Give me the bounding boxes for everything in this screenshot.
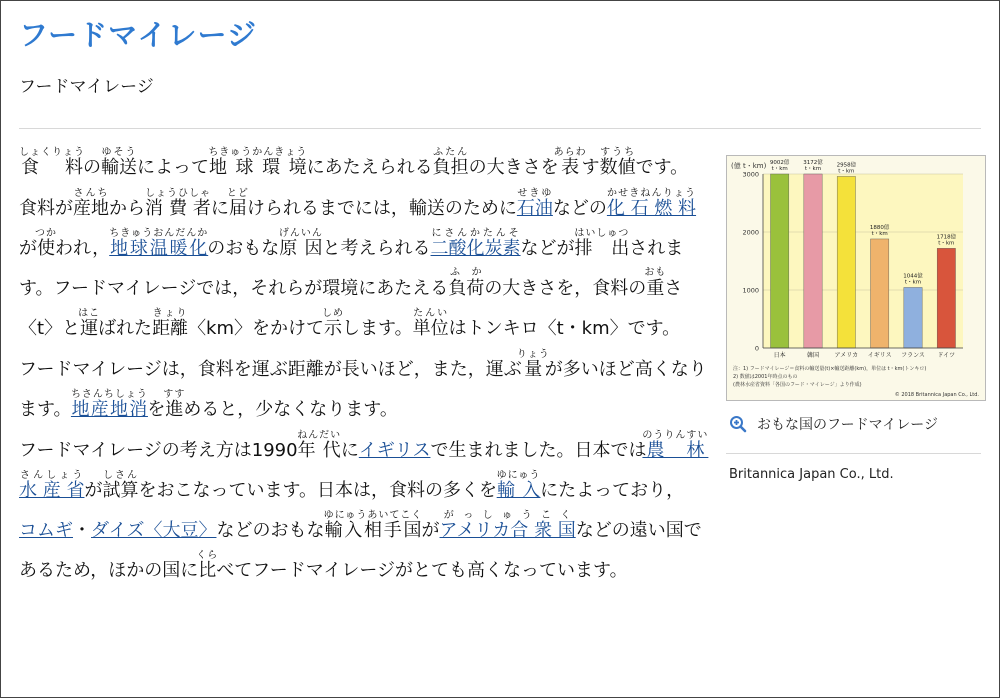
ruby-reading: たんい [412, 308, 449, 319]
ruby-term [448, 267, 485, 299]
term-link[interactable] [496, 470, 541, 501]
ruby-term [412, 308, 449, 339]
ruby-base: 距離 [152, 318, 189, 339]
bar [871, 239, 889, 348]
ruby-term [78, 308, 101, 339]
ruby-term [516, 349, 550, 380]
x-tick-label: ドイツ [937, 352, 956, 359]
ruby-term [323, 510, 423, 541]
ruby-term [208, 147, 308, 178]
ruby-term [73, 188, 109, 219]
text-run: す [581, 157, 600, 178]
bar-value-label: 9002億 [769, 160, 790, 166]
bar-value-unit: t・km [804, 166, 822, 172]
ruby-base: 消 費 者 [144, 198, 211, 219]
ruby-base: 試算 [102, 480, 139, 501]
text-run: から [109, 198, 145, 219]
ruby-reading: あらわ [553, 147, 587, 158]
x-tick-label: 韓国 [806, 352, 820, 359]
bar-value-unit: t・km [938, 240, 955, 247]
text-run: が多いほど高くなります。 [19, 359, 707, 420]
ruby-base: 重 [644, 278, 667, 299]
term-link[interactable] [70, 389, 148, 420]
ruby-reading: かせきねんりょう [606, 188, 697, 199]
ruby-base[interactable]: 地球温暖化 [109, 238, 209, 259]
text-run: フードマイレージの考え方は1990 [19, 440, 298, 461]
text-run: が [84, 480, 103, 501]
ruby-term [19, 147, 85, 178]
ruby-base[interactable]: 農 林 水 産 省 [19, 440, 709, 501]
caption-divider [726, 453, 981, 454]
ruby-reading: ゆにゅうあいてこく [323, 510, 423, 521]
ruby-reading: きょり [152, 308, 189, 319]
ruby-term [599, 147, 636, 178]
food-mileage-chart[interactable] [726, 155, 986, 401]
term-link[interactable] [606, 188, 697, 219]
text-run: されます。フードマイレージでは，それらが環境にあたえる [19, 238, 684, 299]
plot-area [763, 174, 963, 348]
ruby-reading: とど [226, 188, 249, 199]
chart-note: 2) 数値は2001年時点のもの [733, 374, 798, 380]
x-tick-label: アメリカ [834, 352, 859, 359]
term-link[interactable] [109, 228, 209, 259]
ruby-term [553, 147, 587, 178]
ruby-reading: のうりんすいさんしょう [19, 430, 709, 481]
text-run: ・ [73, 520, 91, 541]
chart-note: 注：1) フードマイレージ＝食料の輸送量(t)×輸送距離(km)，単位は t・km(トンキロ) [733, 366, 927, 372]
text-run: などの [552, 198, 607, 219]
bar-value-label: 1718億 [936, 234, 957, 241]
bar-value-label: 1880億 [869, 224, 890, 231]
y-axis-label: (億 t・km) [731, 162, 767, 170]
ruby-term [152, 308, 189, 339]
text-run: めると，少なくなります。 [183, 399, 398, 420]
ruby-term [101, 147, 137, 178]
ruby-base[interactable]: コムギ [19, 520, 73, 541]
zoom-in-icon [729, 415, 747, 433]
ruby-base: 年 代 [297, 440, 342, 461]
ruby-reading: さんち [73, 188, 109, 199]
bar [837, 176, 855, 348]
y-tick-label: 2000 [742, 228, 759, 237]
ruby-term [196, 550, 219, 581]
ruby-reading: おも [644, 267, 667, 278]
bar-value-unit: t・km [838, 168, 855, 175]
x-tick-label: イギリス [867, 352, 892, 359]
text-run: われ， [55, 238, 111, 259]
ruby-reading: すす [163, 389, 186, 400]
article-paragraph [19, 430, 714, 591]
ruby-base: 届 [226, 198, 249, 219]
text-run: の大きさを，食料の [484, 278, 647, 299]
ruby-base: 地 球 環 境 [208, 157, 308, 178]
figure-caption[interactable]: おもな国のフードマイレージ [757, 417, 939, 433]
ruby-reading: がっしゅうこく [439, 510, 576, 521]
ruby-base[interactable]: 二酸化炭素 [430, 238, 521, 259]
text-run: などの遠い国であるため，ほかの国に [19, 520, 702, 581]
ruby-reading: ちきゅうかんきょう [208, 147, 308, 158]
ruby-term [102, 470, 139, 501]
text-run: はトンキロ〈t・km〉です。 [448, 318, 681, 339]
bar-value-label: 1044億 [903, 273, 923, 280]
ruby-reading: くら [196, 550, 219, 561]
ruby-base[interactable]: イギリス [358, 440, 431, 461]
article-paragraph [19, 147, 714, 188]
bar [771, 174, 789, 348]
x-tick-label: 日本 [773, 352, 786, 359]
ruby-base: 輸入相手国 [323, 520, 423, 541]
ruby-reading: りょう [516, 349, 550, 360]
text-run: の大きさを [468, 157, 559, 178]
ruby-base: 示 [322, 318, 345, 339]
ruby-base: 排 出 [574, 238, 630, 259]
ruby-base: 量 [516, 359, 550, 380]
y-tick-label: 1000 [742, 286, 759, 295]
text-run: などのおもな [216, 520, 325, 541]
term-link[interactable] [430, 228, 521, 259]
term-link[interactable] [439, 510, 576, 541]
ruby-base: 使 [35, 238, 57, 259]
text-run: けられるまでには，輸送のために [246, 198, 517, 219]
ruby-reading: げんいん [278, 228, 323, 239]
header-divider [19, 128, 981, 129]
bar-value-unit: t・km [771, 166, 788, 172]
text-run: にあたえられる [306, 157, 433, 178]
text-run: さ〈t〉と [19, 278, 683, 339]
bar [804, 174, 822, 348]
bar-value-label: 3172億 [803, 160, 823, 166]
ruby-term [322, 308, 345, 339]
ruby-term [226, 188, 249, 219]
article-paragraph [19, 349, 714, 430]
page-subtitle: フードマイレージ [19, 77, 154, 97]
text-run: です。 [635, 157, 689, 178]
ruby-base: 負荷 [448, 278, 485, 299]
bar [937, 248, 955, 348]
figure-caption-link[interactable] [729, 414, 938, 434]
ruby-term [432, 147, 469, 178]
ruby-reading: ふ か [448, 267, 485, 278]
article-body [19, 147, 714, 591]
ruby-base: 比 [196, 560, 219, 581]
text-run: が [19, 238, 37, 259]
ruby-term [144, 188, 211, 219]
ruby-reading: ふたん [432, 147, 469, 158]
ruby-reading: しょうひしゃ [144, 188, 211, 199]
text-run: 〈km〉をかけて [188, 318, 325, 339]
ruby-base: 食 料 [19, 157, 85, 178]
text-run: の [83, 157, 101, 178]
term-link[interactable] [91, 520, 216, 541]
ruby-reading: すうち [599, 147, 636, 158]
ruby-term [644, 267, 667, 299]
bar-value-label: 2958億 [836, 162, 857, 169]
text-run: などが [520, 238, 575, 259]
ruby-reading: ねんだい [297, 430, 342, 441]
ruby-base[interactable]: 化 石 燃 料 [606, 198, 697, 219]
ruby-reading: つか [35, 228, 57, 239]
text-run: をおこなっています。日本は，食料の多くを [138, 480, 498, 501]
ruby-base[interactable]: ダイズ〈大豆〉 [91, 520, 217, 541]
chart-svg [727, 156, 985, 400]
ruby-base: 進 [163, 399, 186, 420]
text-run: に [340, 440, 359, 461]
ruby-reading: しさん [102, 470, 139, 481]
ruby-reading: はいしゅつ [574, 228, 630, 239]
ruby-base: 輸送 [101, 157, 137, 178]
text-run: で生まれました。日本では [430, 440, 647, 461]
ruby-term [278, 228, 323, 259]
text-run: にたよっており， [540, 480, 685, 501]
ruby-reading: ちきゅうおんだんか [109, 228, 209, 239]
text-run: によって [137, 157, 209, 178]
text-run: べてフードマイレージがとても高くなっています。 [216, 560, 628, 581]
text-run: に [210, 198, 229, 219]
ruby-base[interactable]: アメリカ合 衆 国 [439, 520, 576, 541]
ruby-base: 運 [78, 318, 101, 339]
ruby-base[interactable]: 輸 入 [496, 480, 541, 501]
ruby-term [35, 228, 57, 259]
figure-credit: Britannica Japan Co., Ltd. [729, 467, 894, 482]
x-tick-label: フランス [901, 352, 925, 359]
chart-copyright: © 2018 Britannica Japan Co., Ltd. [894, 392, 979, 398]
ruby-base[interactable]: 地産地消 [70, 399, 148, 420]
ruby-base: 単位 [412, 318, 449, 339]
text-run: が [421, 520, 440, 541]
ruby-base: 表 [553, 157, 587, 178]
ruby-base: 産地 [73, 198, 109, 219]
ruby-reading: しょくりょう [19, 147, 85, 158]
text-run: を [147, 399, 166, 420]
y-tick-label: 0 [754, 344, 759, 353]
text-run: します。 [342, 318, 413, 339]
chart-note: (農林水産省資料「各国のフード・マイレージ」より作成) [733, 382, 862, 388]
ruby-term [163, 389, 186, 420]
text-run: フードマイレージは，食料を運ぶ距離が長いほど，また，運ぶ [19, 359, 522, 380]
article-paragraph [19, 188, 714, 349]
term-link[interactable] [359, 440, 431, 461]
text-run: と考えられる [322, 238, 431, 259]
ruby-reading: しめ [322, 308, 345, 319]
ruby-reading: せきゆ [516, 188, 553, 199]
ruby-reading: ゆそう [101, 147, 137, 158]
ruby-base: 原 因 [278, 238, 323, 259]
ruby-reading: ゆにゅう [496, 470, 541, 481]
ruby-term [297, 430, 342, 461]
ruby-base: 数値 [599, 157, 636, 178]
y-tick-label: 3000 [742, 170, 759, 179]
ruby-base: 負担 [432, 157, 469, 178]
text-run: 食料が [19, 198, 73, 219]
ruby-reading: にさんかたんそ [430, 228, 521, 239]
bar-value-unit: t・km [871, 230, 888, 237]
term-link[interactable] [19, 520, 73, 541]
ruby-base[interactable]: 石油 [516, 198, 553, 219]
bar-value-unit: t・km [904, 279, 922, 286]
ruby-reading: はこ [78, 308, 101, 319]
term-link[interactable] [516, 188, 553, 219]
bar [904, 287, 922, 348]
text-run: ばれた [98, 318, 153, 339]
page-title: フードマイレージ [19, 18, 257, 52]
ruby-reading: ちさんちしょう [70, 389, 148, 400]
ruby-term [574, 228, 630, 259]
text-run: のおもな [207, 238, 280, 259]
